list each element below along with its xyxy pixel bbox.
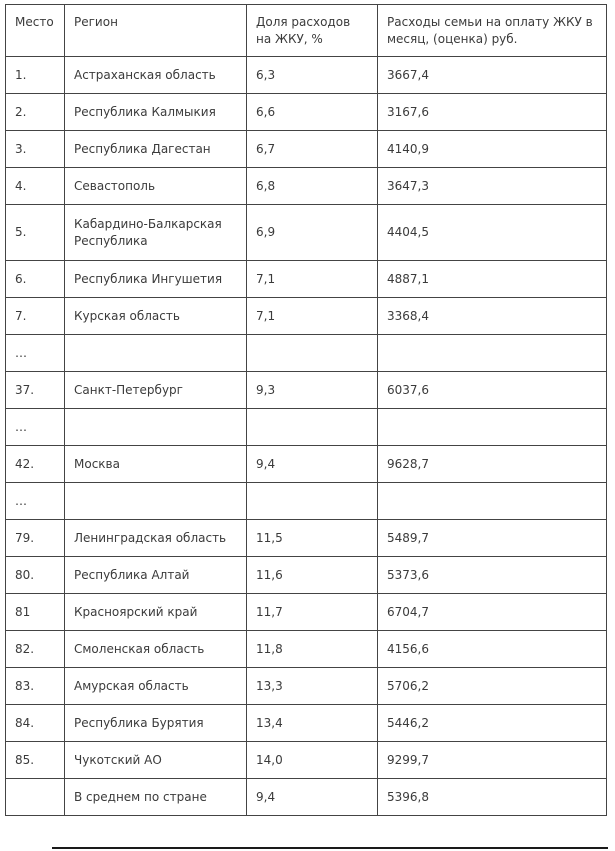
cell-cost: 3647,3 (378, 168, 607, 205)
header-cost: Расходы семьи на оплату ЖКУ в месяц, (оценка) руб. (378, 5, 607, 57)
cell-region: Астраханская область (65, 57, 247, 94)
cell-share (247, 335, 378, 372)
cell-rank: 82. (6, 631, 65, 668)
cell-cost: 3167,6 (378, 94, 607, 131)
cell-cost (378, 335, 607, 372)
cell-region: Севастополь (65, 168, 247, 205)
bottom-divider (52, 847, 608, 849)
cell-rank: 7. (6, 298, 65, 335)
cell-region: Красноярский край (65, 594, 247, 631)
cell-region: Курская область (65, 298, 247, 335)
cell-cost: 3667,4 (378, 57, 607, 94)
table-row (6, 705, 607, 742)
cell-rank: 4. (6, 168, 65, 205)
table-row (6, 594, 607, 631)
cell-share: 6,3 (247, 57, 378, 94)
cell-rank: 3. (6, 131, 65, 168)
cell-cost: 6037,6 (378, 372, 607, 409)
cell-region (65, 409, 247, 446)
cell-share: 13,3 (247, 668, 378, 705)
table-row (6, 57, 607, 94)
table-header (6, 5, 607, 57)
cell-rank: 6. (6, 261, 65, 298)
cell-rank: … (6, 335, 65, 372)
header-share: Доля расходов на ЖКУ, % (247, 5, 378, 57)
cell-region: Смоленская область (65, 631, 247, 668)
cell-share: 11,5 (247, 520, 378, 557)
cell-region: Республика Ингушетия (65, 261, 247, 298)
cell-rank: … (6, 409, 65, 446)
cell-region: Чукотский АО (65, 742, 247, 779)
cell-cost: 5706,2 (378, 668, 607, 705)
cell-rank: 79. (6, 520, 65, 557)
cell-rank: 81 (6, 594, 65, 631)
cell-cost: 4140,9 (378, 131, 607, 168)
table-body (6, 57, 607, 816)
cell-share: 11,6 (247, 557, 378, 594)
cell-cost (378, 409, 607, 446)
table-row (6, 261, 607, 298)
cell-region (65, 335, 247, 372)
cell-rank: 83. (6, 668, 65, 705)
cell-share: 7,1 (247, 298, 378, 335)
cell-rank: 42. (6, 446, 65, 483)
cell-cost: 3368,4 (378, 298, 607, 335)
cell-cost: 6704,7 (378, 594, 607, 631)
cell-share: 11,7 (247, 594, 378, 631)
cell-rank: … (6, 483, 65, 520)
table-row (6, 298, 607, 335)
cell-cost (378, 483, 607, 520)
cell-rank: 37. (6, 372, 65, 409)
table-row (6, 372, 607, 409)
cell-region: Амурская область (65, 668, 247, 705)
cell-region: Санкт-Петербург (65, 372, 247, 409)
cell-share: 6,9 (247, 205, 378, 261)
cell-region (65, 483, 247, 520)
table-row (6, 668, 607, 705)
cell-region: Кабардино-Балкарская Республика (65, 205, 247, 261)
cell-share: 14,0 (247, 742, 378, 779)
header-row (6, 5, 607, 57)
cell-cost: 4404,5 (378, 205, 607, 261)
header-region: Регион (65, 5, 247, 57)
cell-cost: 9628,7 (378, 446, 607, 483)
cell-share: 9,4 (247, 779, 378, 816)
cell-region: Москва (65, 446, 247, 483)
table-row (6, 520, 607, 557)
cell-share: 11,8 (247, 631, 378, 668)
cell-share: 9,4 (247, 446, 378, 483)
table-row (6, 779, 607, 816)
cell-cost: 5489,7 (378, 520, 607, 557)
header-rank: Место (6, 5, 65, 57)
table-row (6, 131, 607, 168)
cell-region: Ленинградская область (65, 520, 247, 557)
cell-share: 6,6 (247, 94, 378, 131)
cell-share: 9,3 (247, 372, 378, 409)
table-row (6, 742, 607, 779)
cell-region: Республика Бурятия (65, 705, 247, 742)
table-row (6, 557, 607, 594)
table-row (6, 483, 607, 520)
cell-rank: 85. (6, 742, 65, 779)
table-row (6, 631, 607, 668)
cell-cost: 4887,1 (378, 261, 607, 298)
cell-share: 6,8 (247, 168, 378, 205)
cell-region: Республика Калмыкия (65, 94, 247, 131)
table-row (6, 335, 607, 372)
table-row (6, 409, 607, 446)
table-row (6, 205, 607, 261)
table-row (6, 94, 607, 131)
cell-region: Республика Алтай (65, 557, 247, 594)
cell-cost: 5373,6 (378, 557, 607, 594)
cell-share: 6,7 (247, 131, 378, 168)
housing-costs-table (5, 4, 607, 816)
cell-rank: 84. (6, 705, 65, 742)
cell-rank (6, 779, 65, 816)
cell-cost: 4156,6 (378, 631, 607, 668)
cell-region: Республика Дагестан (65, 131, 247, 168)
cell-share (247, 409, 378, 446)
cell-share: 13,4 (247, 705, 378, 742)
cell-share: 7,1 (247, 261, 378, 298)
table-container (5, 4, 607, 816)
cell-cost: 9299,7 (378, 742, 607, 779)
cell-rank: 5. (6, 205, 65, 261)
table-row (6, 446, 607, 483)
cell-share (247, 483, 378, 520)
cell-cost: 5396,8 (378, 779, 607, 816)
cell-region: В среднем по стране (65, 779, 247, 816)
cell-rank: 80. (6, 557, 65, 594)
table-row (6, 168, 607, 205)
cell-cost: 5446,2 (378, 705, 607, 742)
cell-rank: 1. (6, 57, 65, 94)
cell-rank: 2. (6, 94, 65, 131)
